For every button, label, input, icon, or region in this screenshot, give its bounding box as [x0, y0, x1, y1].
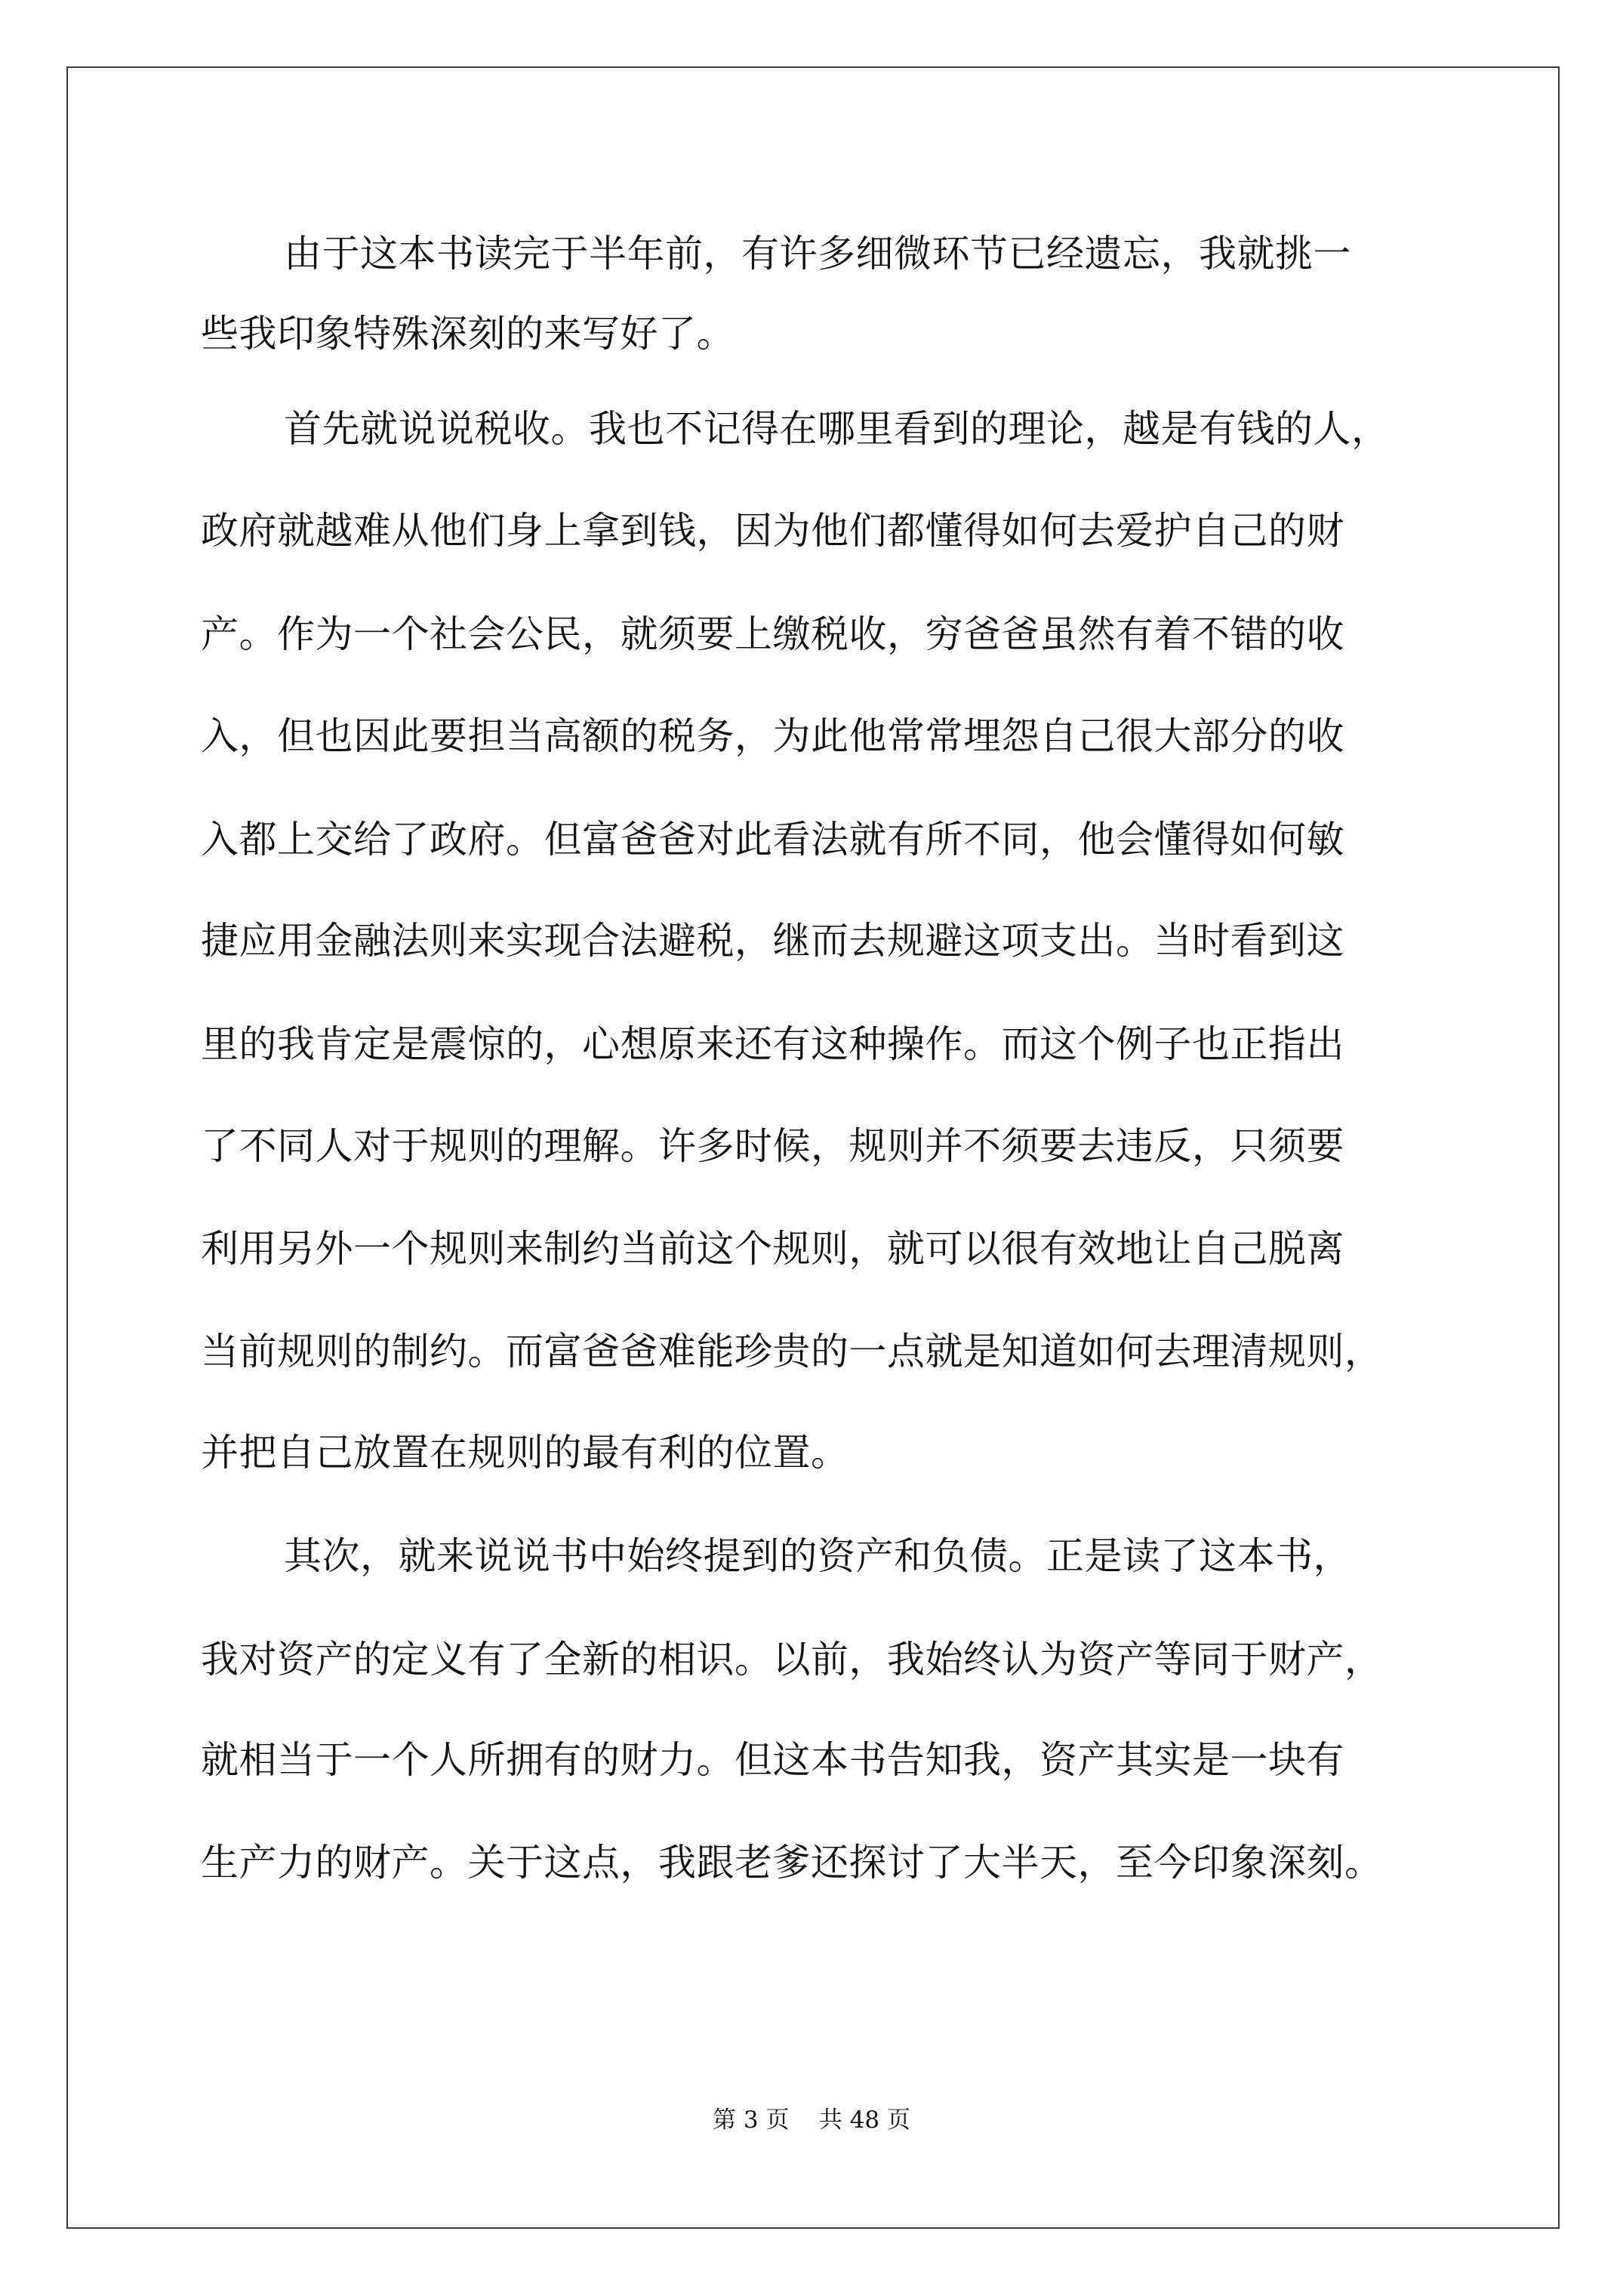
paragraph-2-line-11: 并把自己放置在规则的最有利的位置。	[201, 1431, 849, 1475]
paragraph-2-line-2: 政府就越难从他们身上拿到钱，因为他们都懂得如何去爱护自己的财	[201, 509, 1344, 553]
paragraph-3-line-1: 其次，就来说说书中始终提到的资产和负债。正是读了这本书，	[284, 1534, 1351, 1578]
paragraph-3-line-2: 我对资产的定义有了全新的相识。以前，我始终认为资产等同于财产，	[201, 1638, 1383, 1681]
paragraph-1-line-2: 些我印象特殊深刻的来写好了。	[201, 312, 735, 356]
paragraph-3-line-4: 生产力的财产。关于这点，我跟老爹还探讨了大半天，至今印象深刻。	[201, 1841, 1383, 1885]
paragraph-3-line-3: 就相当于一个人所拥有的财力。但这本书告知我，资产其实是一块有	[201, 1738, 1344, 1782]
paragraph-2-line-5: 入都上交给了政府。但富爸爸对此看法就有所不同，他会懂得如何敏	[201, 818, 1344, 861]
paragraph-2-line-1: 首先就说说税收。我也不记得在哪里看到的理论，越是有钱的人，	[284, 407, 1390, 451]
page-number: 第 3 页	[712, 2106, 790, 2134]
paragraph-1-line-1: 由于这本书读完于半年前，有许多细微环节已经遗忘，我就挑一	[284, 232, 1351, 276]
paragraph-2-line-10: 当前规则的制约。而富爸爸难能珍贵的一点就是知道如何去理清规则，	[201, 1330, 1383, 1373]
paragraph-2-line-9: 利用另外一个规则来制约当前这个规则，就可以很有效地让自己脱离	[201, 1227, 1344, 1271]
paragraph-2-line-7: 里的我肯定是震惊的，心想原来还有这种操作。而这个例子也正指出	[201, 1022, 1344, 1066]
paragraph-2-line-6: 捷应用金融法则来实现合法避税，继而去规避这项支出。当时看到这	[201, 919, 1344, 963]
paragraph-2-line-3: 产。作为一个社会公民，就须要上缴税收，穷爸爸虽然有着不错的收	[201, 612, 1344, 656]
paragraph-2-line-4: 入，但也因此要担当高额的税务，为此他常常埋怨自己很大部分的收	[201, 714, 1344, 758]
paragraph-2-line-8: 了不同人对于规则的理解。许多时候，规则并不须要去违反，只须要	[201, 1124, 1344, 1168]
page-footer	[0, 2105, 1623, 2135]
total-pages: 共 48 页	[818, 2106, 910, 2134]
